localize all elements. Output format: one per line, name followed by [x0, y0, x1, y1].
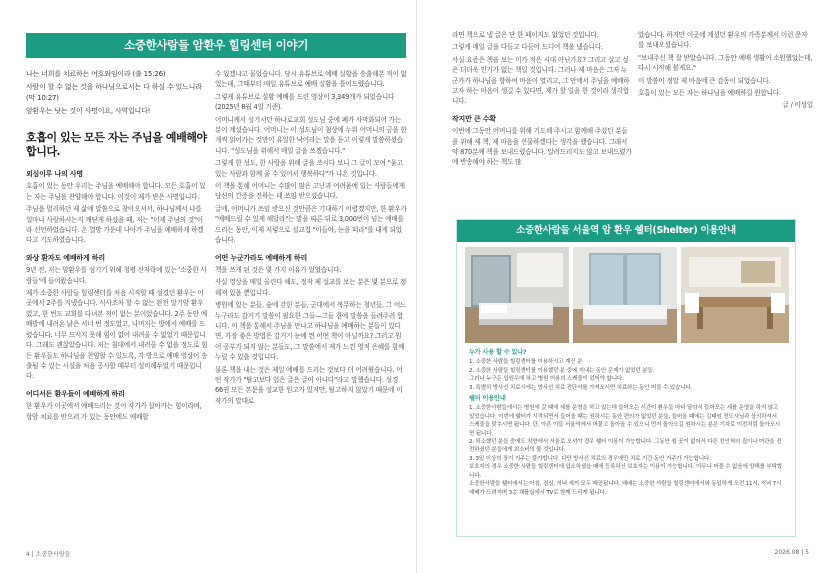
section-title: 어떤 누군가라도 예배하게 하리: [215, 253, 308, 262]
page-footer-right: 2026.08 | 5: [774, 549, 809, 556]
paragraph: 물론 책을 내는 것은 제일 예배를 드리는 것보다 더 어려웠습니다. 어떤 작가가 "탈고보다 엎은 글은 글이 아니다"라고 말했습니다. 성경 66권 모든 본문을 설교한 원고가 있지만, 탈고하지 않았기 때문에 이 작가의 말대로: [215, 365, 403, 405]
paragraph: 이 말씀이 정말 제 마음에 큰 감동이 되었습니다.: [638, 76, 771, 85]
shelter-body: [457, 343, 795, 497]
page-banner: 소중한사람들 암환우 힐링센터 이야기: [26, 33, 406, 58]
shelter-info-box: [456, 219, 796, 537]
shelter-item: 그러나 누구든 입원우에 하고 병원 이용의 스케줄이 있어야 합니다.: [469, 376, 624, 383]
paragraph: 사실 요즘은 책을 보는 이가 적은 시대 아닌가요? 그리고 살고 싶은 더더욱 인기가 없는 책일 것입니다. 그러나 제 마음은 그저 누군가가 하나님을 향하여 마음이 열리고, 그 안에서 주님을 예배하고자 하는 마음이 생길 수 있다면, 제가 할 일을 한 것이라 생각합니다.: [452, 55, 630, 106]
bible-verse: 나는 너희를 치료하는 여호와임이라 (출 15:26): [26, 70, 166, 78]
section-title: 어디서든 환우들이 예배하게 하리: [26, 389, 125, 398]
column-2: [215, 69, 407, 408]
signature: 글 / 이성일: [782, 101, 813, 110]
paragraph: 이번에 그동안 어머니를 위해 기도해 주시고 함께해 주셨던 분들을 위해 제 책, 제 마음을 선물하겠다는 생각을 했습니다. 그래서 약 870분께 책을 보내드렸습니다. 알려드리지도 않고 보내드렸기에 반송해야 하는 책도 많: [452, 127, 632, 167]
shelter-item: 2. 퇴소했던 분들 중에도 지방에서 서울로 오셔야 경우 쉘터 이용이 가능합니다. 그동안 쉴 곳이 없어서 다른 친인척의 집이나 여관을 전전하셨던 분들에게 최소비의 물 것입니다.: [469, 439, 782, 454]
shelter-item: 보호자의 경우 소중한 사람들 힐링센터에 입소하셨을 때에 등록하신 보호자는 이용이 가능합니다. 아무나 머물 수 없음에 양해를 부탁합니다.: [469, 464, 783, 479]
shelter-title: 소중한사람들 서울역 암 환우 쉘터(Shelter) 이용안내: [457, 220, 795, 242]
shelter-item: 1. 소중한 사람들 힐링센터를 이용하시고 계신 분: [469, 359, 583, 366]
bible-verse: 암환우는 낫는 것이 사명이요, 사역입니다!: [26, 107, 151, 115]
shelter-item: 3. 특별히 방사선 치료시에는 방사선 치료 진단서를 가져오시면 치료하는 동안 머물 수 있습니다.: [469, 384, 693, 391]
paragraph: 주님을 멀리하던 제 삶에 말씀으로 찾아오셔서, 하나님께서 나를 얼마나 사랑하시는지 깨닫게 하셨을 때, 저는 "이제 주님의 것"이라 선언하였습니다. 온 열방 가운데 나아가 주님을 예배하게 하겠다고 기도하였습니다.: [26, 205, 204, 245]
right-page: [418, 0, 835, 573]
column-3: [452, 30, 632, 170]
shelter-item: 2. 소중한 사람들 힐링센터를 이용했던 분 중에 지내는 동안 문제가 없었던 분들.: [469, 367, 655, 374]
shelter-item: 소중한사람들 쉘터에서는 아침, 점심, 저녁 세끼 모두 제공됩니다. 예배는 소중한 사람들 힐링센터에서와 동일하게 오전 11시, 저녁 7시 예배가 드려지며 3층 채플실에서 TV로 함께 드리게 됩니다.: [469, 481, 782, 496]
paragraph: 한 환우가 이곳에서 예배드리는 것이 자기가 살아가는 힘이라며, 항암 치료를 받으러 가 있는 동안에도 예배할: [26, 402, 202, 421]
shelter-photo-dining: [681, 247, 789, 343]
section-title: 와상 환자도 예배하게 하리: [26, 253, 105, 262]
paragraph: 사실 영상을 매일 올린다 해도, 정작 제 설교를 보는 분은 몇 분으로 정해져 있을 뿐입니다.: [215, 278, 407, 297]
shelter-item: 1. 소중한사람들에서는 병원에 갈 때에 세를 운영을 하고 있는데 들어오는 시간이 환우들 마다 달라서 들어오는 세를 운영을 하지 않고 있었습니다. 이번에 쉘터가 시작되면서 들어올 때는 원하시는 동안 편의가 없었던 분들, 들어올 때에는 김태원 전도사님과 상의하셔서 스케줄을 맞추시면 됩니다. 단, 아픈 이들 서울역에서 머물고 돌아올 수 있으니 먼저 돌아오길 원하시는 분은 기차로 이전처럼 돌아오시면 됩니다.: [469, 405, 780, 437]
paragraph: 이 책을 통해 어머니는 수많이 많은 고난과 어려움에 있는 사람들에게 당신의 간증을 전하는 데 쓰임 받으셨습니다.: [215, 182, 405, 201]
paragraph: 호흡이 있는 모든 자는 하나님을 예배하길 원합니다.: [638, 89, 781, 98]
column-4: [638, 30, 813, 113]
article-heading: 호흡이 있는 모든 자는 주님을 예배해야 합니다.: [26, 131, 207, 158]
paragraph: 어머니께서 성기시던 하나로교회 성도님 중에 폐가 사막화되어 가는 분이 계셨습니다. 어머니는 이 성도님이 침상에 누워 어머니의 금을 한 개씩 읽어가는 것만이 유일한 낙이라는 말을 듣고 이렇게 말씀하셨습니다. "성도님을 위해서 매일 글을 쓰겠습니다.": [215, 115, 407, 155]
paragraph: 라면 책으로 낼 글은 단 한 페이지도 없었던 것입니다.: [452, 31, 599, 39]
shelter-question: 쉘터 이용안내: [469, 395, 506, 403]
paragraph: 병원에 있는 분들, 숲에 갇힌 분들, 군대에서 복무하는 청년들, 그 어느 누구라도 감거기 말씀이 필요한 그들—그들 곁에 말씀을 들려주려 합니다. 이 책을 통해서 주님을 만나고 하나님을 예배하는 분들이 있다면, 가장 좋은 방법은 감거기 눈에 띈 어떤 책이 아닐까요? 그러고 원어 공부가 되지 않는 분들도, 그 말씀에서 제가 느낀 영적 은혜를 함께 누릴 수 있을 것입니다.: [215, 301, 407, 362]
paragraph: 제가 소중한 사람들 힐링센터를 처음 시작할 때 섬겼던 환우는 이곳에서 2주를 지냈습니다. 식사조차 할 수 없는 완전 말기암 환우였고, 한 번도 교회를 다녀본 적이 없는 분이었습니다. 2주 동안 예배방에 내려온 낡은 서너 번 정도였고, 나머지는 방에서 예배를 드렸습니다. 너무 드시지 못해 힘이 없어 내려올 수 없었기 때문입니다. 그래도 괜찮았습니다. 저는 침대에서 내려올 수 없을 정도로 힘든 환우들도 하나님을 찬양할 수 있도록, 각 방으로 예배 영상이 송출될 수 있는 시설을 처음 공사할 때부터 설비해두었기 때문입니다.: [26, 289, 208, 381]
paragraph: 책을 쓰게 된 것은 몇 가지 이유가 있었습니다.: [215, 265, 342, 274]
section-title: 외심이루 나의 사명: [26, 170, 83, 178]
paragraph: 9년 전, 저는 암환우를 섬기기 위해 청평 산자락에 있는 '소중한 사람들'에 들어왔습니다.: [26, 266, 207, 285]
bible-verse: 사람이 할 수 없는 것을 하나님으로서는 다 하실 수 있느니라 (막 10:27): [26, 83, 202, 102]
section-title: 작지만 큰 수확: [452, 114, 496, 123]
shelter-photo-window: [573, 247, 677, 343]
paragraph: "보내주신 책 잘 받았습니다. 그동안 예배 생활이 소원했었는데, 다시 시작해 볼게요.": [638, 53, 813, 73]
shelter-item: 3. 3일 이상의 장기 거주는 불가합니다. 다만 방사선 치료의 경우에만 치료 기간 동안 거주가 가능합니다.: [469, 455, 711, 462]
shelter-photo-bedroom: [465, 247, 569, 343]
paragraph: 그렇게 한 성도, 한 사람을 위해 글을 쓰시다 보니 그 글이 모여 "울고 있는 사람과 함께 울 수 있어서 행복하다"가 나온 것입니다.: [215, 159, 403, 178]
paragraph: 았습니다. 하지만 이곳에 계셨던 환우의 가족분께서 이런 문자를 보내오셨습니다.: [638, 31, 808, 50]
left-page: [0, 0, 417, 573]
paragraph: 그렇게 매일 글을 다듬고 다듬어 드디어 책을 냈습니다.: [452, 43, 603, 52]
paragraph: 수 있겠냐고 물었습니다. 당시 유튜브로 예배 실황을 송출해본 적이 없었는데, 그때부터 매일 유튜브로 예배 실황을 틀어드렸습니다.: [215, 70, 407, 89]
paragraph: 글에, 어머니가 쓰임 받으신 것만큼은 기대하기 어렵겠지만, 한 환우가 "예배드릴 수 있게 해달라"는 말을 따른 뒤로 3,000번이 넘는 예배를 드리는 동안, 이제 저렇으로 설교집 "아들아, 눈을 떠라"를 내게 되었습니다.: [215, 204, 407, 245]
page-footer-left: 4 | 소중한사람들: [26, 551, 71, 558]
shelter-question: 누가 사용 할 수 있나?: [469, 349, 527, 356]
paragraph: 호흡이 있는 동안 우리는 주님을 예배해야 합니다. 모든 호흡이 있는 자는 주님을 찬양해야 합니다. 이것이 제가 받은 사명입니다.: [26, 182, 206, 201]
column-1: [26, 69, 208, 424]
paragraph: 그렇게 유튜브로 실황 예배를 드린 영상이 3,349개가 되었습니다(2025년 8월 4일 기준).: [215, 92, 395, 112]
shelter-photos: [465, 247, 787, 343]
